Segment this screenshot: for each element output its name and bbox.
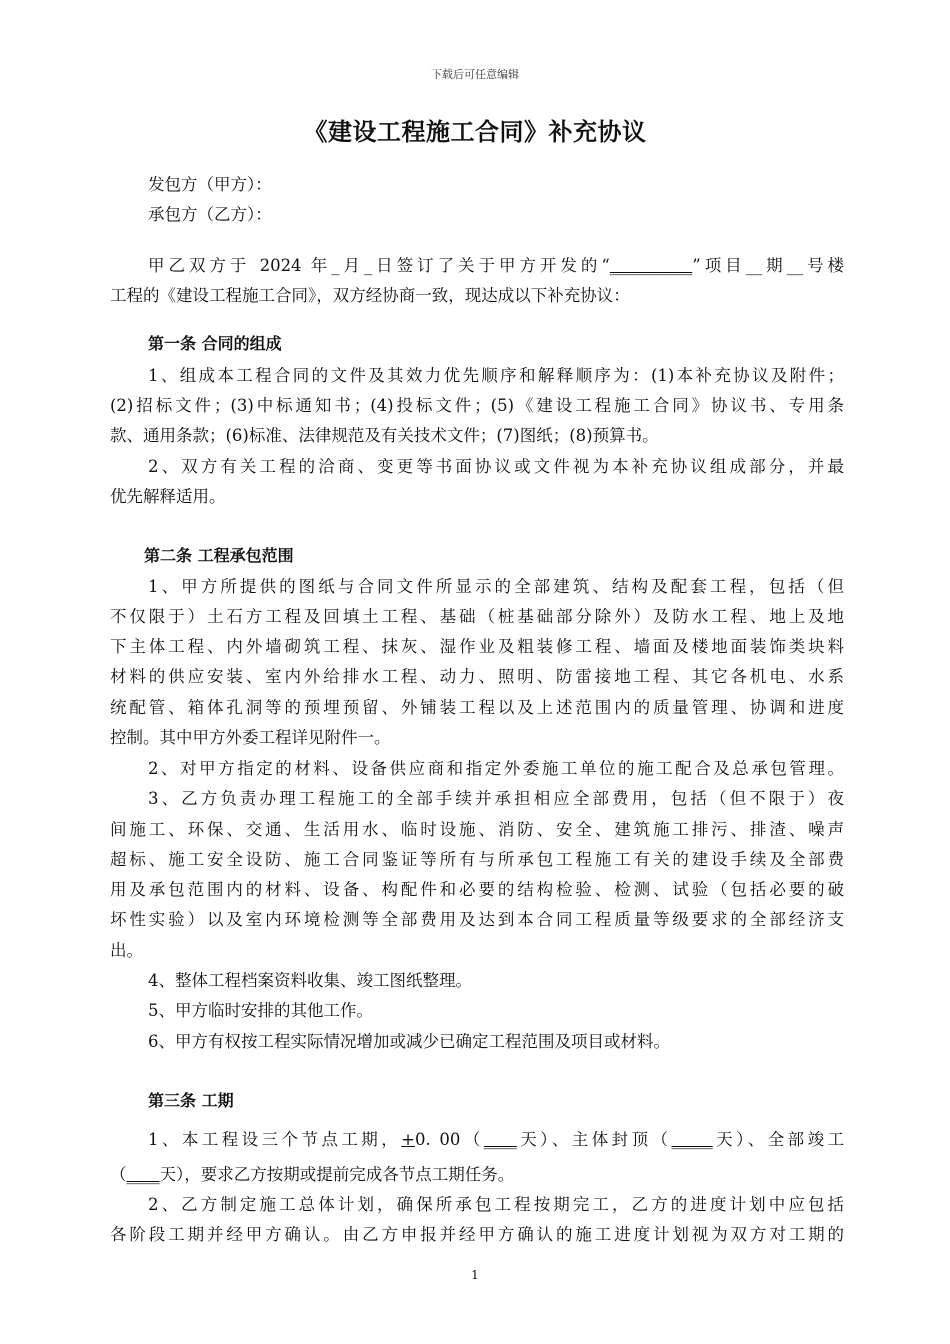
article2-line: 1、甲方所提供的图纸与合同文件所显示的全部建筑、结构及配套工程，包括（但 (148, 577, 844, 596)
article2-line: 超标、施工安全设防、施工合同鉴证等所有与所承包工程施工有关的建设手续及全部费 (110, 850, 844, 869)
article2-line: 出。 (110, 941, 143, 960)
article1-line: 款、通用条款；(6)标准、法律规范及有关技术文件；(7)图纸；(8)预算书。 (110, 426, 659, 445)
page-number: 1 (471, 1268, 479, 1282)
article2-heading: 第二条 工程承包范围 (144, 546, 294, 565)
article2-line: 坏性实验）以及室内环境检测等全部费用及达到本合同工程质量等级要求的全部经济支 (110, 910, 844, 929)
article2-line: 2、对甲方指定的材料、设备供应商和指定外委施工单位的施工配合及总承包管理。 (148, 759, 844, 778)
article3-line: 1、本工程设三个节点工期，+0. 00（____天）、主体封顶（_____天）、全部竣工 (148, 1130, 845, 1149)
article1-line: 2、双方有关工程的洽商、变更等书面协议或文件视为本补充协议组成部分，并最 (148, 457, 844, 476)
article3-line: （____天），要求乙方按期或提前完成各节点工期任务。 (110, 1165, 515, 1184)
article1-line: 优先解释适用。 (110, 487, 226, 506)
article2-line: 材料的供应安装、室内外给排水工程、动力、照明、防雷接地工程、其它各机电、水系 (110, 667, 844, 686)
party-b-line: 承包方（乙方）： (148, 205, 272, 224)
article3-heading: 第三条 工期 (148, 1091, 234, 1110)
article1-line: (2)招标文件；(3)中标通知书；(4)投标文件；(5)《建设工程施工合同》协议书、专用条 (110, 396, 844, 415)
intro-line-2: 工程的《建设工程施工合同》，双方经协商一致，现达成以下补充协议： (110, 286, 630, 305)
article2-line: 统配管、箱体孔洞等的预埋预留、外铺装工程以及上述范围内的质量管理、协调和进度 (110, 698, 844, 717)
article3-line: 2、乙方制定施工总体计划，确保所承包工程按期完工，乙方的进度计划中应包括 (148, 1195, 844, 1214)
article2-line: 用及承包范围内的材料、设备、构配件和必要的结构检验、检测、试验（包括必要的破 (110, 880, 844, 899)
article2-line: 控制。其中甲方外委工程详见附件一。 (110, 728, 391, 747)
article2-line: 5、甲方临时安排的其他工作。 (148, 1001, 373, 1020)
article1-heading: 第一条 合同的组成 (148, 334, 282, 353)
article2-line: 3、乙方负责办理工程施工的全部手续并承担相应全部费用，包括（但不限于）夜 (148, 789, 844, 808)
article2-line: 6、甲方有权按工程实际情况增加或减少已确定工程范围及项目或材料。 (148, 1032, 670, 1051)
party-a-line: 发包方（甲方）： (148, 175, 272, 194)
article2-line: 4、整体工程档案资料收集、竣工图纸整理。 (148, 971, 472, 990)
page-title: 《建设工程施工合同》补充协议 (303, 118, 647, 146)
article2-line: 不仅限于）土石方工程及回填土工程、基础（桩基础部分除外）及防水工程、地上及地 (110, 607, 844, 626)
intro-line-1: 甲乙双方于 2024 年_月_日签订了关于甲方开发的“__________”项目__期__号楼 (148, 256, 845, 275)
header-note: 下载后可任意编辑 (431, 68, 519, 81)
article2-line: 间施工、环保、交通、生活用水、临时设施、消防、安全、建筑施工排污、排渣、噪声 (110, 820, 844, 839)
article2-line: 下主体工程、内外墙砌筑工程、抹灰、湿作业及粗装修工程、墙面及楼地面装饰类块料 (110, 637, 844, 656)
article3-line: 各阶段工期并经甲方确认。由乙方申报并经甲方确认的施工进度计划视为双方对工期的 (110, 1225, 844, 1244)
article1-line: 1、组成本工程合同的文件及其效力优先顺序和解释顺序为：(1)本补充协议及附件； (148, 366, 844, 385)
